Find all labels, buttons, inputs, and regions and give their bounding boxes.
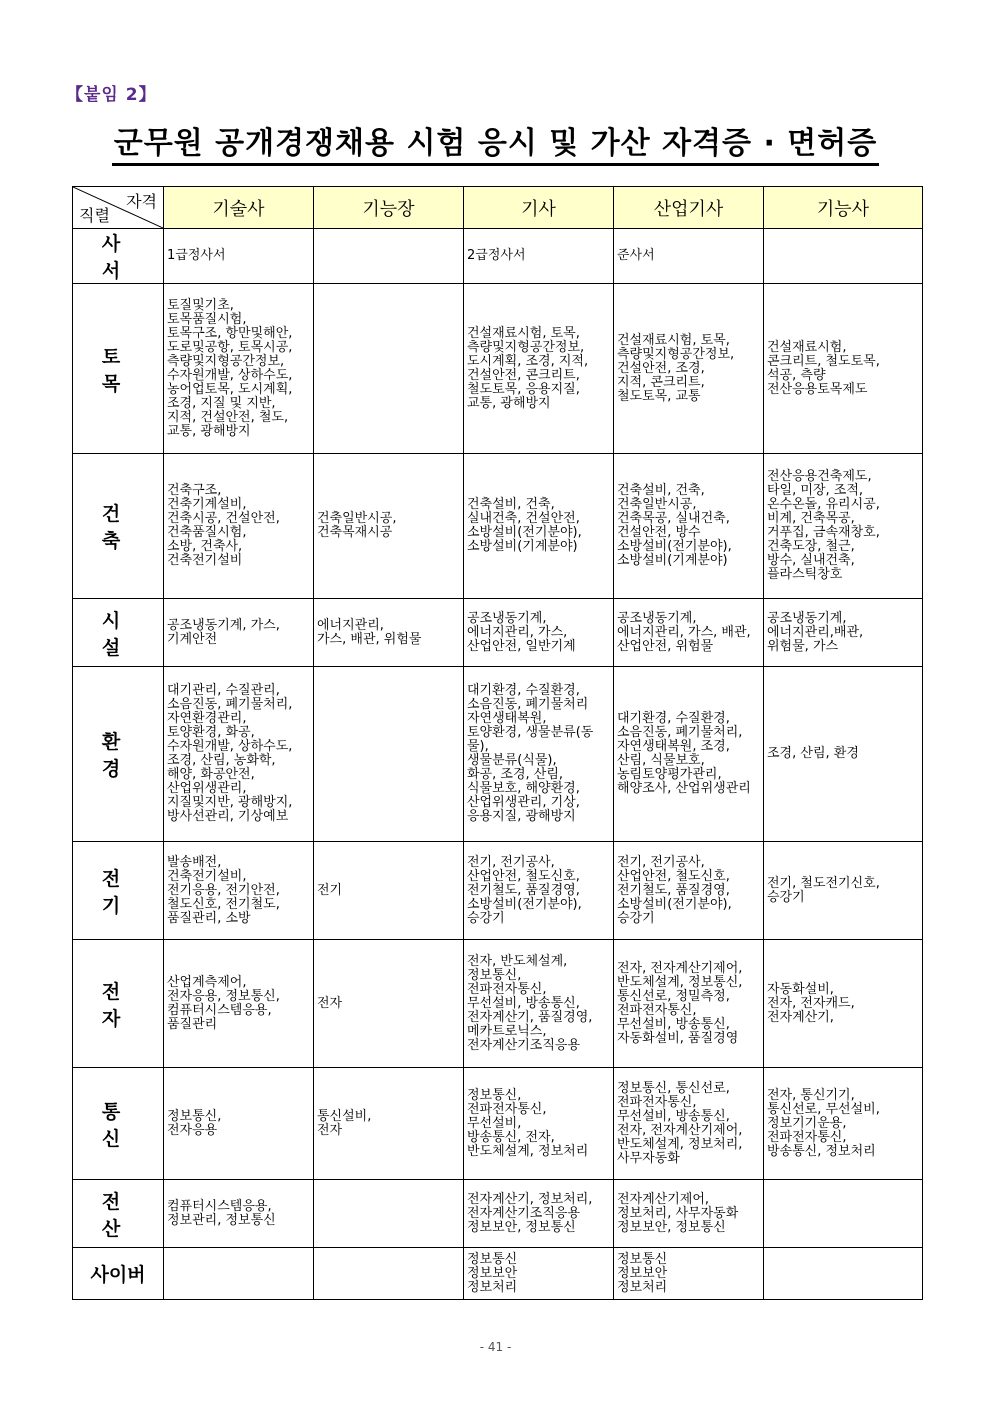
table-row	[73, 1248, 923, 1300]
column-header-gisulsa: 기술사	[164, 187, 314, 229]
table-cell	[314, 229, 464, 284]
header-row	[73, 187, 923, 229]
table-cell: 건설재료시험, 토목, 측량및지형공간정보, 도시계획, 조경, 지적, 건설안전, 콘크리트, 철도토목, 응용지질, 교통, 광해방지	[464, 284, 614, 454]
table-cell: 에너지관리, 가스, 배관, 위험물	[314, 599, 464, 667]
column-header-ginungsa: 기능사	[764, 187, 923, 229]
table-cell	[764, 1248, 923, 1300]
table-cell: 전자, 통신기기, 통신선로, 무선설비, 정보기기운용, 전파전자통신, 방송통신, 정보처리	[764, 1068, 923, 1180]
table-cell: 건축일반시공, 건축목재시공	[314, 454, 464, 599]
table-cell: 전기	[314, 842, 464, 940]
table-cell	[314, 1180, 464, 1248]
table-cell: 공조냉동기계, 에너지관리, 가스, 산업안전, 일반기계	[464, 599, 614, 667]
table-row	[73, 1180, 923, 1248]
table-cell: 정보통신 정보보안 정보처리	[614, 1248, 764, 1300]
table-row	[73, 284, 923, 454]
table-cell: 1급정사서	[164, 229, 314, 284]
table-row	[73, 842, 923, 940]
table-cell: 통신설비, 전자	[314, 1068, 464, 1180]
table-cell	[314, 284, 464, 454]
table-cell: 정보통신, 전자응용	[164, 1068, 314, 1180]
table-row	[73, 599, 923, 667]
table-cell: 컴퓨터시스템응용, 정보관리, 정보통신	[164, 1180, 314, 1248]
attachment-tag: 【붙임 2】	[66, 85, 157, 105]
table-row	[73, 940, 923, 1068]
table-cell	[764, 229, 923, 284]
certificate-table	[72, 186, 923, 1300]
table-cell: 정보통신, 통신선로, 전파전자통신, 무선설비, 방송통신, 전자, 전자계산기제어, 반도체설계, 정보처리, 사무자동화	[614, 1068, 764, 1180]
row-header: 전 자	[73, 940, 164, 1068]
table-cell: 대기환경, 수질환경, 소음진동, 폐기물처리 자연생태복원, 토양환경, 생물분류(동물), 생물분류(식물), 화공, 조경, 산림, 식물보호, 해양환경, 산업위생관리, 기상, 응용지질, 광해방지	[464, 667, 614, 842]
row-header: 토 목	[73, 284, 164, 454]
table-cell	[314, 667, 464, 842]
table-cell: 건축설비, 건축, 실내건축, 건설안전, 소방설비(전기분야), 소방설비(기계분야)	[464, 454, 614, 599]
table-cell: 정보통신 정보보안 정보처리	[464, 1248, 614, 1300]
table-cell	[314, 1248, 464, 1300]
row-header: 환 경	[73, 667, 164, 842]
table-cell: 전자, 전자계산기제어, 반도체설계, 정보통신, 통신선로, 정밀측정, 전파전자통신, 무선설비, 방송통신, 자동화설비, 품질경영	[614, 940, 764, 1068]
table-row	[73, 454, 923, 599]
table-cell: 전자	[314, 940, 464, 1068]
corner-bottom-label: 직렬	[79, 206, 110, 225]
table-cell: 전기, 전기공사, 산업안전, 철도신호, 전기철도, 품질경영, 소방설비(전기분야), 승강기	[614, 842, 764, 940]
table-cell: 대기환경, 수질환경, 소음진동, 폐기물처리, 자연생태복원, 조경, 산림, 식물보호, 농림토양평가관리, 해양조사, 산업위생관리	[614, 667, 764, 842]
table-row	[73, 667, 923, 842]
table-cell: 정보통신, 전파전자통신, 무선설비, 방송통신, 전자, 반도체설계, 정보처리	[464, 1068, 614, 1180]
corner-cell	[73, 187, 164, 229]
page-title-text: 군무원 공개경쟁채용 시험 응시 및 가산 자격증 · 면허증	[112, 126, 880, 166]
table-cell: 2급정사서	[464, 229, 614, 284]
table-cell: 공조냉동기계, 가스, 기계안전	[164, 599, 314, 667]
row-header: 시 설	[73, 599, 164, 667]
row-header: 전 기	[73, 842, 164, 940]
table-cell: 공조냉동기계, 에너지관리,배관, 위험물, 가스	[764, 599, 923, 667]
table-cell: 전기, 철도전기신호, 승강기	[764, 842, 923, 940]
page-number: - 41 -	[479, 1340, 512, 1354]
column-header-ginungjang: 기능장	[314, 187, 464, 229]
table-cell: 전자계산기, 정보처리, 전자계산기조직응용 정보보안, 정보통신	[464, 1180, 614, 1248]
table-cell: 산업계측제어, 전자응용, 정보통신, 컴퓨터시스템응용, 품질관리	[164, 940, 314, 1068]
table-cell: 건설재료시험, 콘크리트, 철도토목, 석공, 측량 전산응용토목제도	[764, 284, 923, 454]
row-header: 사 서	[73, 229, 164, 284]
table-cell: 전산응용건축제도, 타일, 미장, 조적, 온수온돌, 유리시공, 비계, 건축목공, 거푸집, 금속재창호, 건축도장, 철근, 방수, 실내건축, 플라스틱창호	[764, 454, 923, 599]
row-header: 전 산	[73, 1180, 164, 1248]
table-cell: 발송배전, 건축전기설비, 전기응용, 전기안전, 철도신호, 전기철도, 품질관리, 소방	[164, 842, 314, 940]
table-cell: 전자, 반도체설계, 정보통신, 전파전자통신, 무선설비, 방송통신, 전자계산기, 품질경영, 메카트로닉스, 전자계산기조직응용	[464, 940, 614, 1068]
row-header: 건 축	[73, 454, 164, 599]
table-row	[73, 1068, 923, 1180]
table-cell: 건축설비, 건축, 건축일반시공, 건축목공, 실내건축, 건설안전, 방수 소방설비(전기분야), 소방설비(기계분야)	[614, 454, 764, 599]
page-title	[0, 118, 991, 162]
table-row	[73, 229, 923, 284]
row-header: 통 신	[73, 1068, 164, 1180]
table-cell: 건설재료시험, 토목, 측량및지형공간정보, 건설안전, 조경, 지적, 콘크리트, 철도토목, 교통	[614, 284, 764, 454]
table-cell: 준사서	[614, 229, 764, 284]
corner-top-label: 자격	[126, 192, 157, 211]
row-header: 사이버	[73, 1248, 164, 1300]
table-cell: 전기, 전기공사, 산업안전, 철도신호, 전기철도, 품질경영, 소방설비(전기분야), 승강기	[464, 842, 614, 940]
column-header-sanup-gisa: 산업기사	[614, 187, 764, 229]
table-cell: 공조냉동기계, 에너지관리, 가스, 배관, 산업안전, 위험물	[614, 599, 764, 667]
table-cell: 건축구조, 건축기계설비, 건축시공, 건설안전, 건축품질시험, 소방, 건축사, 건축전기설비	[164, 454, 314, 599]
table-cell: 전자계산기제어, 정보처리, 사무자동화 정보보안, 정보통신	[614, 1180, 764, 1248]
table-cell: 조경, 산림, 환경	[764, 667, 923, 842]
table-cell: 자동화설비, 전자, 전자캐드, 전자계산기,	[764, 940, 923, 1068]
table-cell	[764, 1180, 923, 1248]
table-cell: 대기관리, 수질관리, 소음진동, 폐기물처리, 자연환경관리, 토양환경, 화공, 수자원개발, 상하수도, 조경, 산림, 농화학, 해양, 화공안전, 산업위생관리, 지질및지반, 광해방지, 방사선관리, 기상예보	[164, 667, 314, 842]
table-cell	[164, 1248, 314, 1300]
table-cell: 토질및기초, 토목품질시험, 토목구조, 항만및해안, 도로및공항, 토목시공, 측량및지형공간정보, 수자원개발, 상하수도, 농어업토목, 도시계획, 조경, 지질 및 지반, 지적, 건설안전, 철도, 교통, 광해방지	[164, 284, 314, 454]
column-header-gisa: 기사	[464, 187, 614, 229]
